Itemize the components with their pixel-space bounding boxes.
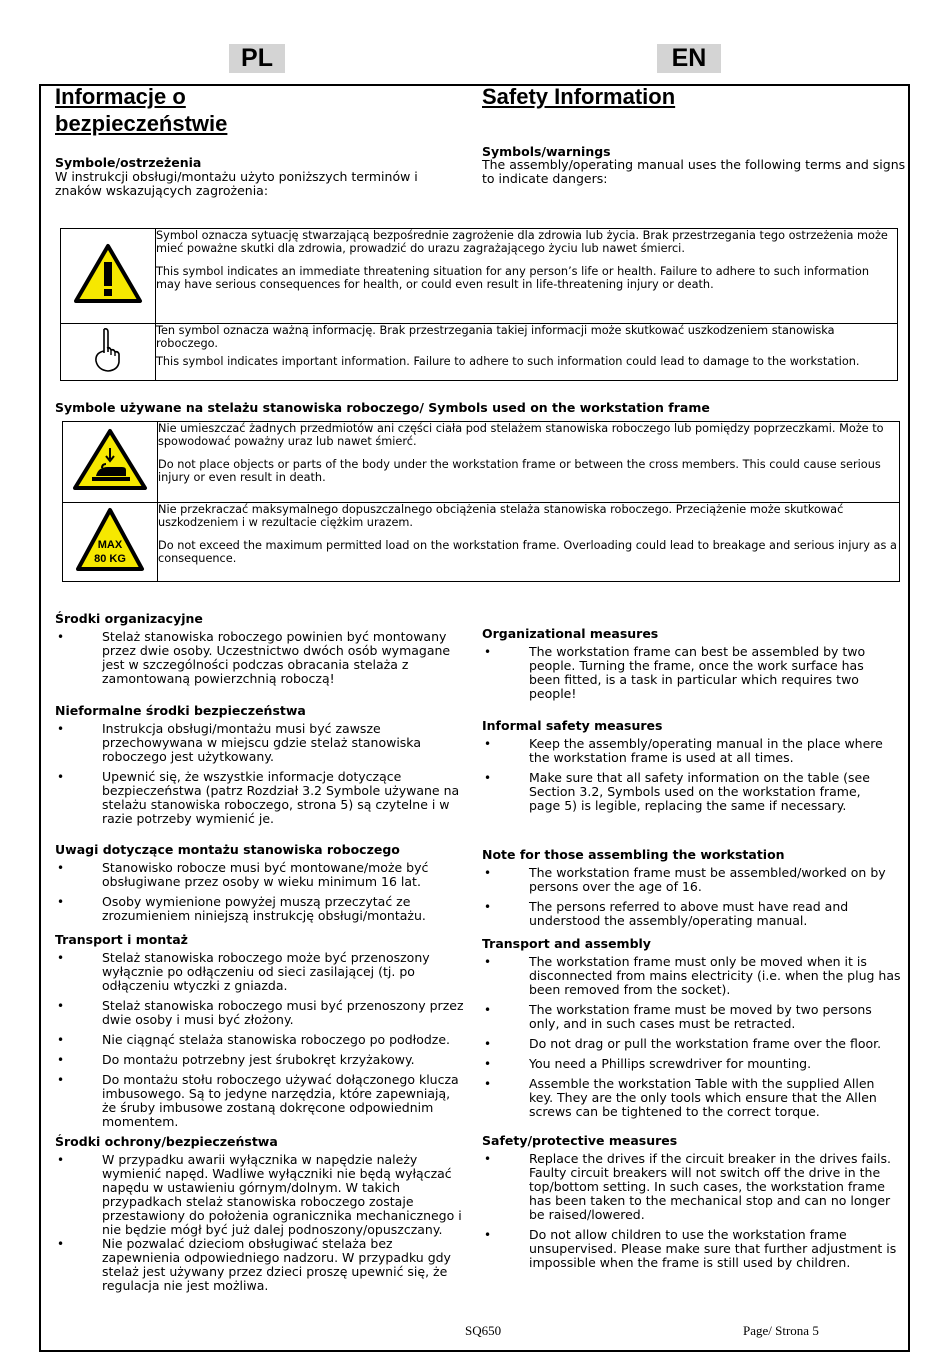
list-item: • Replace the drives if the circuit breaker in the drives fails. Faulty circuit breakers will not switch off the drive in the top/bottom setting. In such cases, the workstation frame has been taken to the mechanical stop and can no longer be raised/lowered. <box>482 1152 902 1222</box>
note-text-pl: Ten symbol oznacza ważną informację. Brak przestrzegania takiej informacji może skutkować uszkodzeniem stanowiska roboczego. <box>156 324 835 351</box>
list-item: • Nie pozwalać dzieciom obsługiwać stelaża bez zapewnienia odpowiedniego nadzoru. W przypadku gdy stelaż jest używany przez dzieci proszę upewnić się, że regulacja nie jest możliwa. <box>55 1237 465 1293</box>
page-title-en: Safety Information <box>482 84 676 109</box>
list-item: • Do not allow children to use the workstation frame unsupervised. Please make sure that further adjustment is impossible when the frame is still used by children. <box>482 1228 902 1270</box>
list-item: • You need a Phillips screwdriver for mounting. <box>482 1057 902 1071</box>
pointing-hand-icon <box>90 327 126 373</box>
list-item: • Assemble the workstation Table with the supplied Allen key. They are the only tools which ensure that the Allen screws can be tightened to the correct torque. <box>482 1077 902 1119</box>
list-item: • Do not drag or pull the workstation frame over the floor. <box>482 1037 902 1051</box>
section-pl-transport <box>55 932 465 1135</box>
list-item: • Stelaż stanowiska roboczego musi być przenoszony przez dwie osoby i musi być złożony. <box>55 999 465 1027</box>
list-item: • Stelaż stanowiska roboczego może być przenoszony wyłącznie po odłączeniu od sieci zasilającej (tj. po odłączeniu wtyczki z gniazda. <box>55 951 465 993</box>
max-load-icon-cell <box>63 503 158 582</box>
list-item: • The workstation frame must be assembled/worked on by persons over the age of 16. <box>482 866 900 894</box>
footer-model: SQ650 <box>465 1323 502 1338</box>
list-item: • The workstation frame must only be moved when it is disconnected from mains electricity (i.e. when the plug has been removed from the socket). <box>482 955 902 997</box>
list-item: • Do montażu potrzebny jest śrubokręt krzyżakowy. <box>55 1053 465 1067</box>
list-item: • The persons referred to above must have read and understood the assembly/operating manual. <box>482 900 900 928</box>
section-heading: Note for those assembling the workstation <box>482 847 785 862</box>
list-item: • Stelaż stanowiska roboczego powinien być montowany przez dwie osoby. Uczestnictwo dwóch osób wymagane jest w szczególności podczas obracania stelaża z zamontowaną powierzchnią roboczą! <box>55 630 460 686</box>
max-load-text-cell <box>158 503 900 582</box>
symbols-intro-pl: W instrukcji obsługi/montażu użyto poniższych terminów i znaków wskazujących zagrożenia: <box>55 169 418 198</box>
table-row <box>63 422 900 503</box>
list-item: • The workstation frame can best be assembled by two people. Turning the frame, once the work surface has been fitted, is a task in particular which requires two people! <box>482 645 894 701</box>
max-load-value: 80 KG <box>94 553 126 565</box>
section-pl-protective <box>55 1134 465 1299</box>
section-en-transport <box>482 936 902 1125</box>
list-item: • W przypadku awarii wyłącznika w napędzie należy wymienić napęd. Wadliwe wyłączniki nie będą wyłączać napędu w ustawieniu górnym/dolnym. W takich przypadkach stelaż stanowiska roboczego zostaje przestawiony do położenia ogranicznika mechanicznego i nie będzie mógł być już dalej podnoszony/opuszczany. <box>55 1153 465 1237</box>
note-text-en: This symbol indicates important information. Failure to adhere to such information could lead to damage to the workstation. <box>156 354 860 368</box>
frame-symbols-table <box>62 421 900 582</box>
section-pl-informal <box>55 703 460 832</box>
list-item: • Stanowisko robocze musi być montowane/może być obsługiwane przez osoby w wieku minimum 16 lat. <box>55 861 460 889</box>
crush-hazard-icon <box>72 428 148 492</box>
list-item: • Upewnić się, że wszystkie informacje dotyczące bezpieczeństwa (patrz Rozdział 3.2 Symbole używane na stelażu stanowiska roboczego, strona 5) są czytelne i w razie potrzeby wymienić je. <box>55 770 460 826</box>
language-tab-en: EN <box>657 44 721 73</box>
section-en-organizational <box>482 626 894 707</box>
note-text-cell <box>156 324 898 381</box>
footer-page-number: Page/ Strona 5 <box>743 1323 819 1338</box>
section-heading: Informal safety measures <box>482 718 663 733</box>
warning-text-pl: Symbol oznacza sytuację stwarzającą bezpośrednie zagrożenie dla zdrowia lub życia. Brak przestrzegania tego ostrzeżenia może mieć poważne skutki dla zdrowia, prowadzić do urazu zagrażającego życiu lub nawet śmierci. <box>156 229 888 256</box>
note-icon-cell <box>61 324 156 381</box>
crush-icon-cell <box>63 422 158 503</box>
section-en-assembly-notes <box>482 847 900 934</box>
list-item: • Osoby wymienione powyżej muszą przeczytać ze zrozumieniem niniejszą instrukcję obsługi/montażu. <box>55 895 460 923</box>
section-heading: Środki organizacyjne <box>55 611 203 626</box>
table-row <box>63 503 900 582</box>
warning-icon-cell <box>61 229 156 324</box>
warning-triangle-icon <box>73 243 143 305</box>
frame-symbols-heading: Symbole używane na stelażu stanowiska roboczego/ Symbols used on the workstation frame <box>55 400 710 415</box>
crush-text-cell <box>158 422 900 503</box>
list-item: • Instrukcja obsługi/montażu musi być zawsze przechowywana w miejscu gdzie stelaż stanowiska roboczego jest użytkowany. <box>55 722 460 764</box>
section-en-informal <box>482 718 894 819</box>
symbols-heading-pl: Symbole/ostrzeżenia <box>55 155 202 170</box>
list-item: • Do montażu stołu roboczego używać dołączonego klucza imbusowego. Są to jedyne narzędzia, które zapewniają, że śruby imbusowe zostaną dokręcone odpowiednim momentem. <box>55 1073 465 1129</box>
language-tab-pl: PL <box>229 44 285 73</box>
max-load-text-en: Do not exceed the maximum permitted load on the workstation frame. Overloading could lead to breakage and serious injury as a consequence. <box>158 538 897 566</box>
list-item: • Make sure that all safety information on the table (see Section 3.2, Symbols used on the workstation frame, page 5) is legible, replacing the same if necessary. <box>482 771 894 813</box>
section-heading: Środki ochrony/bezpieczeństwa <box>55 1134 278 1149</box>
section-heading: Uwagi dotyczące montażu stanowiska roboczego <box>55 842 400 857</box>
crush-text-en: Do not place objects or parts of the body under the workstation frame or between the cross members. This could cause serious injury or even result in death. <box>158 457 881 485</box>
list-item: • Keep the assembly/operating manual in the place where the workstation frame is used at all times. <box>482 737 894 765</box>
table-row <box>61 229 898 324</box>
section-heading: Transport i montaż <box>55 932 188 947</box>
section-heading: Transport and assembly <box>482 936 651 951</box>
symbols-intro-en: The assembly/operating manual uses the following terms and signs to indicate dangers: <box>482 157 906 186</box>
section-en-protective <box>482 1133 902 1276</box>
symbols-heading-en: Symbols/warnings <box>482 144 611 159</box>
section-pl-assembly-notes <box>55 842 460 929</box>
warning-text-en: This symbol indicates an immediate threatening situation for any person’s life or health. Failure to adhere to such information may have serious consequences for health, or could even result in life-threatening injury or death. <box>156 264 869 292</box>
section-heading: Organizational measures <box>482 626 659 641</box>
section-heading: Safety/protective measures <box>482 1133 678 1148</box>
warning-symbols-table <box>60 228 898 381</box>
crush-text-pl: Nie umieszczać żadnych przedmiotów ani części ciała pod stelażem stanowiska roboczego lub pomiędzy poprzeczkami. Może to spowodować poważny uraz lub nawet śmierć. <box>158 422 884 449</box>
max-load-text-pl: Nie przekraczać maksymalnego dopuszczalnego obciążenia stelaża stanowiska roboczego. Przeciążenie może skutkować uszkodzeniem i w rezultacie ciężkim urazem. <box>158 503 844 530</box>
max-load-label: MAX <box>97 539 123 551</box>
table-row <box>61 324 898 381</box>
warning-text-cell <box>156 229 898 324</box>
list-item: • Nie ciągnąć stelaża stanowiska roboczego po podłodze. <box>55 1033 465 1047</box>
section-pl-organizational <box>55 611 460 692</box>
page-title-pl: Informacje o bezpieczeństwie <box>55 84 228 136</box>
section-heading: Nieformalne środki bezpieczeństwa <box>55 703 306 718</box>
max-load-icon <box>75 507 145 573</box>
list-item: • The workstation frame must be moved by two persons only, and in such cases must be retracted. <box>482 1003 902 1031</box>
